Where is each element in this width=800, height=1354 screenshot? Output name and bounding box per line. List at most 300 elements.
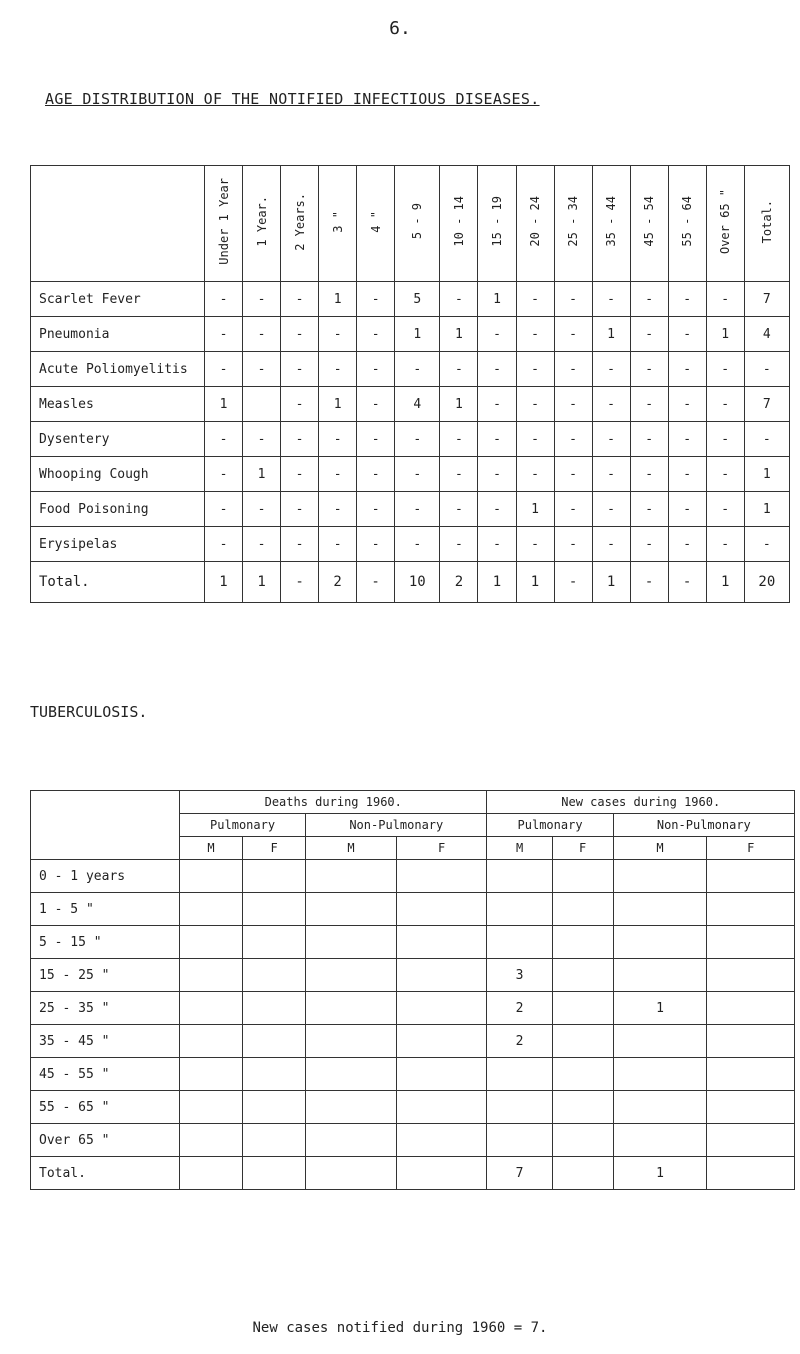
age-group-label: 3 " xyxy=(330,210,345,233)
table-cell xyxy=(552,860,613,893)
table-cell: - xyxy=(706,457,744,492)
male-header: M xyxy=(613,837,707,860)
table-cell: 5 xyxy=(395,282,440,317)
table-cell: - xyxy=(744,422,789,457)
table-row xyxy=(31,1091,795,1124)
tuberculosis-title: TUBERCULOSIS. xyxy=(30,703,148,721)
table-row xyxy=(31,893,795,926)
table-cell xyxy=(243,1025,306,1058)
table-cell xyxy=(306,1091,397,1124)
table-cell xyxy=(396,860,487,893)
table-cell: - xyxy=(516,527,554,562)
table-cell xyxy=(243,1091,306,1124)
table-cell: - xyxy=(516,282,554,317)
age-label: Over 65 " xyxy=(31,1124,180,1157)
table-cell xyxy=(613,959,707,992)
age-label: 1 - 5 " xyxy=(31,893,180,926)
total-label: Total. xyxy=(31,562,205,603)
table-cell: - xyxy=(630,352,668,387)
table-cell xyxy=(306,926,397,959)
table-cell: - xyxy=(668,492,706,527)
table-cell xyxy=(707,1058,795,1091)
table-cell xyxy=(613,1124,707,1157)
table-cell xyxy=(306,1124,397,1157)
table-row xyxy=(31,352,790,387)
table-cell: - xyxy=(440,422,478,457)
table-cell: - xyxy=(440,527,478,562)
table-cell: - xyxy=(357,387,395,422)
table-row xyxy=(31,422,790,457)
table-cell: 4 xyxy=(395,387,440,422)
age-group-label: Under 1 Year xyxy=(216,178,231,265)
total-cell: 2 xyxy=(319,562,357,603)
table-cell: - xyxy=(357,492,395,527)
table-cell xyxy=(306,1058,397,1091)
table-cell: - xyxy=(592,422,630,457)
table-cell: - xyxy=(243,422,281,457)
table-cell: - xyxy=(205,457,243,492)
female-header: F xyxy=(552,837,613,860)
table-cell xyxy=(613,1025,707,1058)
table-cell xyxy=(243,992,306,1025)
table-cell: - xyxy=(668,352,706,387)
table-cell xyxy=(180,1124,243,1157)
non-pulmonary-header: Non-Pulmonary xyxy=(306,814,487,837)
table-cell: - xyxy=(281,317,319,352)
disease-name: Measles xyxy=(31,387,205,422)
table-cell xyxy=(396,1124,487,1157)
total-cell: - xyxy=(630,562,668,603)
table-cell: - xyxy=(554,422,592,457)
table-cell: - xyxy=(440,457,478,492)
table-cell: - xyxy=(668,317,706,352)
disease-name: Whooping Cough xyxy=(31,457,205,492)
table-cell xyxy=(243,387,281,422)
deaths-header: Deaths during 1960. xyxy=(180,791,487,814)
table-cell: - xyxy=(554,282,592,317)
table-cell: - xyxy=(205,282,243,317)
age-label: 35 - 45 " xyxy=(31,1025,180,1058)
age-group-label: 10 - 14 xyxy=(451,196,466,247)
table-cell xyxy=(243,1058,306,1091)
table-cell: - xyxy=(630,457,668,492)
table-cell xyxy=(707,992,795,1025)
tb-header-row-1 xyxy=(31,791,795,814)
table-cell xyxy=(306,1025,397,1058)
age-label: 55 - 65 " xyxy=(31,1091,180,1124)
age-group-label: Over 65 " xyxy=(718,188,733,255)
table-cell: - xyxy=(281,527,319,562)
table-cell: - xyxy=(668,387,706,422)
table-cell: - xyxy=(592,457,630,492)
table-cell: 1 xyxy=(319,282,357,317)
table-cell: - xyxy=(630,492,668,527)
age-group-label: 1 Year. xyxy=(254,196,269,247)
age-group-label: 4 " xyxy=(368,210,383,233)
table-cell: - xyxy=(668,527,706,562)
table-cell: - xyxy=(554,352,592,387)
table-cell: - xyxy=(281,352,319,387)
table-cell: - xyxy=(554,317,592,352)
total-cell: 1 xyxy=(516,562,554,603)
page-title: AGE DISTRIBUTION OF THE NOTIFIED INFECTIOUS DISEASES. xyxy=(45,90,540,108)
total-cell: 1 xyxy=(592,562,630,603)
age-label: 0 - 1 years xyxy=(31,860,180,893)
table-cell: - xyxy=(395,457,440,492)
age-group-header-cell xyxy=(357,166,395,282)
corner-cell xyxy=(31,791,180,860)
table-cell xyxy=(180,959,243,992)
table-cell xyxy=(180,926,243,959)
table-cell: - xyxy=(630,317,668,352)
total-cell: 1 xyxy=(205,562,243,603)
disease-name: Dysentery xyxy=(31,422,205,457)
table-cell: 7 xyxy=(744,387,789,422)
age-group-label: 15 - 19 xyxy=(489,196,504,247)
table-cell xyxy=(180,1058,243,1091)
total-cell: 1 xyxy=(706,562,744,603)
table-cell: - xyxy=(357,527,395,562)
table-cell: - xyxy=(706,422,744,457)
age-group-label: 55 - 64 xyxy=(680,196,695,247)
table-cell: 7 xyxy=(744,282,789,317)
table-cell: - xyxy=(281,422,319,457)
table-cell xyxy=(243,1124,306,1157)
total-row xyxy=(31,562,790,603)
age-group-label: 20 - 24 xyxy=(528,196,543,247)
table-cell xyxy=(396,959,487,992)
table-cell: - xyxy=(668,457,706,492)
table-cell xyxy=(487,1091,552,1124)
table-cell xyxy=(306,959,397,992)
table-cell: - xyxy=(243,282,281,317)
table-cell xyxy=(180,860,243,893)
table-cell: - xyxy=(630,527,668,562)
table-cell xyxy=(707,959,795,992)
total-cell: - xyxy=(281,562,319,603)
age-group-header-cell xyxy=(668,166,706,282)
table-cell: - xyxy=(478,387,516,422)
total-cell xyxy=(552,1157,613,1190)
table-cell xyxy=(552,1124,613,1157)
table-cell: - xyxy=(319,492,357,527)
tuberculosis-table xyxy=(30,790,795,1190)
disease-name: Food Poisoning xyxy=(31,492,205,527)
table-cell xyxy=(487,1058,552,1091)
table-row xyxy=(31,926,795,959)
table-cell: - xyxy=(744,527,789,562)
pulmonary-header: Pulmonary xyxy=(487,814,613,837)
table-cell: - xyxy=(357,317,395,352)
table-row xyxy=(31,992,795,1025)
total-cell: 20 xyxy=(744,562,789,603)
table-cell: - xyxy=(395,422,440,457)
table-cell xyxy=(487,860,552,893)
disease-name: Acute Poliomyelitis xyxy=(31,352,205,387)
table-cell xyxy=(552,926,613,959)
age-group-label: 5 - 9 xyxy=(410,203,425,240)
age-group-header-cell xyxy=(205,166,243,282)
age-label: 25 - 35 " xyxy=(31,992,180,1025)
age-group-header-cell xyxy=(516,166,554,282)
total-cell: - xyxy=(554,562,592,603)
table-row xyxy=(31,1124,795,1157)
table-cell: - xyxy=(516,457,554,492)
total-cell: 7 xyxy=(487,1157,552,1190)
total-cell: - xyxy=(357,562,395,603)
table-cell: - xyxy=(706,387,744,422)
total-cell xyxy=(180,1157,243,1190)
table-cell xyxy=(487,893,552,926)
table-cell xyxy=(552,893,613,926)
non-pulmonary-header: Non-Pulmonary xyxy=(613,814,794,837)
table-row xyxy=(31,860,795,893)
table-cell xyxy=(552,1091,613,1124)
table-cell: - xyxy=(205,527,243,562)
total-cell xyxy=(396,1157,487,1190)
age-group-header-cell xyxy=(706,166,744,282)
female-header: F xyxy=(396,837,487,860)
table-cell xyxy=(707,1025,795,1058)
table-cell: - xyxy=(243,317,281,352)
table-cell: - xyxy=(592,492,630,527)
table-cell: - xyxy=(478,352,516,387)
male-header: M xyxy=(487,837,552,860)
table-cell xyxy=(243,926,306,959)
table-cell: - xyxy=(478,422,516,457)
table-cell: - xyxy=(357,422,395,457)
table-cell: - xyxy=(706,352,744,387)
table-row xyxy=(31,1025,795,1058)
table-cell xyxy=(243,959,306,992)
table-cell xyxy=(552,992,613,1025)
total-cell: 2 xyxy=(440,562,478,603)
table-cell: - xyxy=(516,422,554,457)
age-group-header-cell xyxy=(744,166,789,282)
table-cell xyxy=(396,926,487,959)
table-cell xyxy=(396,1091,487,1124)
table-cell xyxy=(180,893,243,926)
table-cell: 1 xyxy=(478,282,516,317)
table-cell: 1 xyxy=(706,317,744,352)
female-header: F xyxy=(243,837,306,860)
age-label: 15 - 25 " xyxy=(31,959,180,992)
table-cell: - xyxy=(319,457,357,492)
table-cell xyxy=(613,1091,707,1124)
table-cell: 1 xyxy=(440,317,478,352)
table-cell: 1 xyxy=(516,492,554,527)
table-row xyxy=(31,1058,795,1091)
age-group-header-cell xyxy=(592,166,630,282)
table-cell: - xyxy=(281,457,319,492)
disease-name: Scarlet Fever xyxy=(31,282,205,317)
table-cell xyxy=(180,1091,243,1124)
table-cell: 1 xyxy=(205,387,243,422)
table-cell xyxy=(707,926,795,959)
table-cell: - xyxy=(478,492,516,527)
table-cell xyxy=(613,1058,707,1091)
total-cell: 1 xyxy=(478,562,516,603)
pulmonary-header: Pulmonary xyxy=(180,814,306,837)
table-cell: - xyxy=(706,492,744,527)
table-cell xyxy=(243,860,306,893)
table-cell: - xyxy=(516,387,554,422)
table-row xyxy=(31,527,790,562)
table-row xyxy=(31,282,790,317)
table-cell: - xyxy=(554,387,592,422)
table-cell: - xyxy=(630,387,668,422)
table-cell: 1 xyxy=(395,317,440,352)
table-cell: - xyxy=(205,492,243,527)
footer-note: New cases notified during 1960 = 7. xyxy=(252,1320,548,1336)
table-cell: - xyxy=(440,492,478,527)
age-group-header-cell xyxy=(243,166,281,282)
age-group-label: 25 - 34 xyxy=(566,196,581,247)
table-cell: - xyxy=(319,317,357,352)
table-cell: - xyxy=(205,422,243,457)
table-cell: - xyxy=(516,352,554,387)
table-cell xyxy=(180,1025,243,1058)
age-group-label: 45 - 54 xyxy=(642,196,657,247)
table-cell: - xyxy=(592,282,630,317)
table-cell xyxy=(707,1091,795,1124)
table-cell xyxy=(180,992,243,1025)
age-group-header-cell xyxy=(478,166,516,282)
table-cell xyxy=(487,1124,552,1157)
table-cell: 4 xyxy=(744,317,789,352)
table-cell xyxy=(396,893,487,926)
table-cell: 1 xyxy=(319,387,357,422)
table-cell: - xyxy=(357,352,395,387)
male-header: M xyxy=(180,837,243,860)
total-cell xyxy=(707,1157,795,1190)
table-cell: - xyxy=(205,317,243,352)
table-cell: 1 xyxy=(744,457,789,492)
table-cell: - xyxy=(630,422,668,457)
table-cell xyxy=(487,926,552,959)
table-cell: - xyxy=(319,352,357,387)
table-row xyxy=(31,317,790,352)
table-cell: - xyxy=(319,527,357,562)
table-cell: - xyxy=(592,352,630,387)
page-number: 6. xyxy=(389,18,411,39)
table-cell: 1 xyxy=(243,457,281,492)
table-cell: - xyxy=(630,282,668,317)
male-header: M xyxy=(306,837,397,860)
table-cell xyxy=(243,893,306,926)
table-row xyxy=(31,492,790,527)
table-cell xyxy=(552,1058,613,1091)
total-label: Total. xyxy=(31,1157,180,1190)
age-group-label: Total. xyxy=(759,199,774,244)
total-cell xyxy=(306,1157,397,1190)
table-cell: - xyxy=(554,457,592,492)
table-cell: - xyxy=(440,352,478,387)
age-group-header-cell xyxy=(395,166,440,282)
table-cell: - xyxy=(440,282,478,317)
age-label: 5 - 15 " xyxy=(31,926,180,959)
total-row xyxy=(31,1157,795,1190)
age-distribution-table xyxy=(30,165,790,603)
age-group-header-cell xyxy=(319,166,357,282)
age-group-header-cell xyxy=(554,166,592,282)
table-cell: - xyxy=(668,282,706,317)
age-group-header-cell xyxy=(281,166,319,282)
table-cell xyxy=(306,893,397,926)
table-cell: - xyxy=(281,387,319,422)
table-cell: 2 xyxy=(487,1025,552,1058)
table-row xyxy=(31,959,795,992)
disease-name: Erysipelas xyxy=(31,527,205,562)
table-cell xyxy=(707,893,795,926)
table-cell xyxy=(552,959,613,992)
table-cell xyxy=(306,860,397,893)
table-cell: - xyxy=(706,282,744,317)
table-cell: - xyxy=(281,282,319,317)
table-row xyxy=(31,387,790,422)
table-cell xyxy=(396,992,487,1025)
table-cell: - xyxy=(319,422,357,457)
table-cell: - xyxy=(478,317,516,352)
table-cell: - xyxy=(395,492,440,527)
age-group-label: 35 - 44 xyxy=(604,196,619,247)
header-row xyxy=(31,166,790,282)
total-cell: - xyxy=(668,562,706,603)
table-cell xyxy=(396,1025,487,1058)
table-cell: - xyxy=(516,317,554,352)
age-label: 45 - 55 " xyxy=(31,1058,180,1091)
table-cell: - xyxy=(592,527,630,562)
table-cell: - xyxy=(706,527,744,562)
table-cell xyxy=(707,860,795,893)
table-cell: 3 xyxy=(487,959,552,992)
disease-name: Pneumonia xyxy=(31,317,205,352)
table-cell xyxy=(707,1124,795,1157)
table-cell: - xyxy=(478,457,516,492)
table-row xyxy=(31,457,790,492)
table-cell: - xyxy=(357,457,395,492)
table-cell: 1 xyxy=(613,992,707,1025)
table-cell: - xyxy=(592,387,630,422)
table-cell: - xyxy=(668,422,706,457)
total-cell xyxy=(243,1157,306,1190)
female-header: F xyxy=(707,837,795,860)
table-cell: - xyxy=(744,352,789,387)
table-cell: - xyxy=(395,527,440,562)
total-cell: 1 xyxy=(613,1157,707,1190)
table-cell: 1 xyxy=(592,317,630,352)
table-cell: - xyxy=(281,492,319,527)
table-cell: - xyxy=(243,352,281,387)
disease-header-cell xyxy=(31,166,205,282)
table-cell xyxy=(552,1025,613,1058)
table-cell: - xyxy=(554,492,592,527)
table-cell: - xyxy=(205,352,243,387)
table-cell: 2 xyxy=(487,992,552,1025)
table-cell: - xyxy=(478,527,516,562)
new-cases-header: New cases during 1960. xyxy=(487,791,795,814)
table-cell: - xyxy=(554,527,592,562)
table-cell: - xyxy=(243,527,281,562)
table-cell: 1 xyxy=(440,387,478,422)
total-cell: 10 xyxy=(395,562,440,603)
table-cell xyxy=(613,893,707,926)
table-cell xyxy=(306,992,397,1025)
age-group-header-cell xyxy=(630,166,668,282)
table-cell: - xyxy=(357,282,395,317)
table-cell: - xyxy=(395,352,440,387)
table-cell: - xyxy=(243,492,281,527)
